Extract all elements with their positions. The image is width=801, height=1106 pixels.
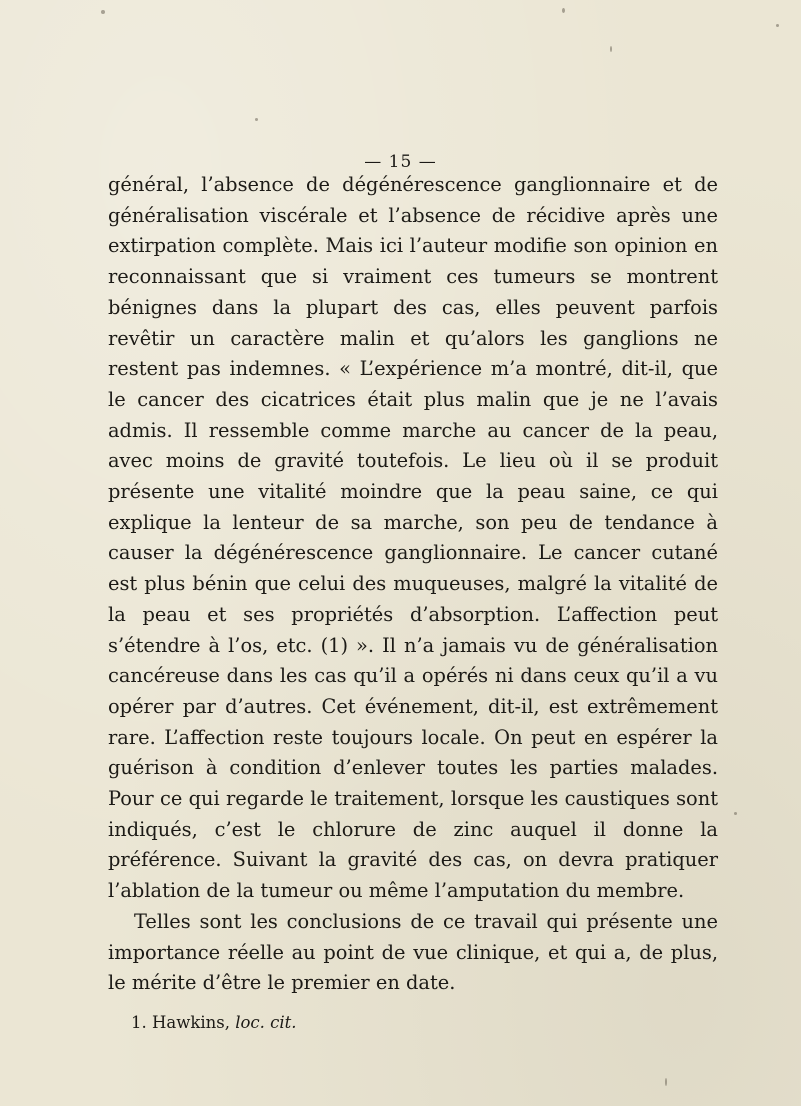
- paper-speck: [776, 24, 779, 27]
- body-text: [108, 170, 718, 999]
- paper-speck: [734, 812, 737, 815]
- footnote: [131, 1012, 297, 1034]
- paper-speck: [610, 46, 612, 52]
- paper-speck: [255, 118, 258, 121]
- paragraph-2: Telles sont les conclusions de ce travail qui présente une importance réelle au point de vue clinique, et qui a, de plus, le mérite d’être le premier en date.: [108, 909, 718, 995]
- paper-speck: [562, 8, 565, 13]
- paper-speck: [665, 1078, 667, 1086]
- page-number: — 15 —: [364, 152, 437, 172]
- footnote-reference: loc. cit.: [235, 1013, 297, 1032]
- paragraph-1: général, l’absence de dégénérescence ganglionnaire et de généralisation viscérale et l’absence de récidive après une extirpation complète. Mais ici l’auteur modifie son opinion en reconnaissant que si vraiment ces tumeurs se montrent bénignes dans la plupart des cas, elles peuvent parfois revêtir un caractère malin et qu’alors les ganglions ne restent pas indemnes. « L’expérience m’a montré, dit-il, que le cancer des cicatrices était plus malin que je ne l’avais admis. Il ressemble comme marche au cancer de la peau, avec moins de gravité toutefois. Le lieu où il se produit présente une vitalité moindre que la peau saine, ce qui explique la lenteur de sa marche, son peu de tendance à causer la dégénérescence ganglionnaire. Le cancer cutané est plus bénin que celui des muqueuses, malgré la vitalité de la peau et ses propriétés d’absorption. L’affection peut s’étendre à l’os, etc. (1) ». Il n’a jamais vu de généralisation cancéreuse dans les cas qu’il a opérés ni dans ceux qu’il a vu opérer par d’autres. Cet événement, dit-il, est extrêmement rare. L’affection reste toujours locale. On peut en espérer la guérison à condition d’enlever toutes les parties malades. Pour ce qui regarde le traitement, lorsque les caustiques sont indiqués, c’est le chlorure de zinc auquel il donne la préférence. Suivant la gravité des cas, on devra pratiquer l’ablation de la tumeur ou même l’amputation du membre.: [108, 173, 718, 903]
- footnote-marker: 1. Hawkins,: [131, 1013, 230, 1032]
- paper-speck: [101, 10, 105, 14]
